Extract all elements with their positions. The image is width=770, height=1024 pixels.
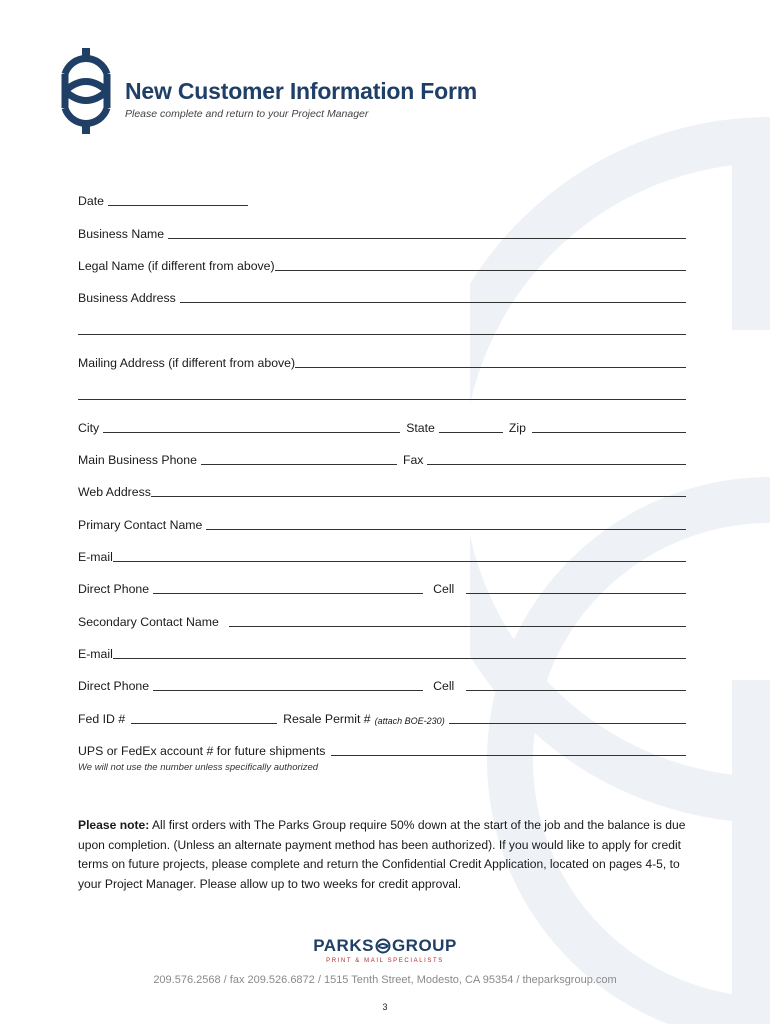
mailing-address-line2-field[interactable] [78, 399, 686, 400]
fax-label: Fax [402, 453, 424, 467]
secondary-cell-label: Cell [433, 679, 455, 693]
business-name-row [78, 225, 686, 241]
please-note-body: All first orders with The Parks Group require 50% down at the start of the job and the balance is due upon completion. (Unless an alternate payment method has been authorized). If you would like to apply for credit terms on future projects, please complete and return the Confidential Credit Application, located on pages 4-5, to your Project Manager. Please allow up to two weeks for credit approval. [78, 818, 686, 891]
resale-permit-field[interactable] [449, 723, 686, 724]
page-title: New Customer Information Form [125, 78, 478, 104]
brand-name-left: PARKS [313, 936, 374, 955]
primary-email-row [78, 548, 686, 564]
brand-name-right: GROUP [391, 936, 457, 955]
resale-permit-label: Resale Permit # [283, 712, 371, 726]
web-address-label: Web Address [78, 485, 151, 499]
mailing-address-line2-row [78, 386, 686, 402]
business-address-line2-field[interactable] [78, 334, 686, 335]
ups-fedex-field[interactable] [331, 755, 686, 756]
date-field[interactable] [108, 205, 248, 206]
main-phone-field[interactable] [201, 464, 397, 465]
city-field[interactable] [103, 432, 400, 433]
primary-contact-label: Primary Contact Name [78, 518, 203, 532]
page-number: 3 [382, 1002, 388, 1012]
web-address-field[interactable] [151, 496, 686, 497]
parks-group-logo-icon [55, 44, 117, 138]
primary-direct-phone-label: Direct Phone [78, 582, 150, 596]
legal-name-label: Legal Name (if different from above) [78, 259, 275, 273]
primary-email-label: E-mail [78, 550, 113, 564]
ups-fedex-note: We will not use the number unless specifically authorized [78, 762, 319, 773]
secondary-contact-row [78, 613, 686, 629]
primary-direct-phone-field[interactable] [153, 593, 423, 594]
secondary-email-field[interactable] [113, 658, 686, 659]
date-label: Date [78, 194, 104, 208]
zip-field[interactable] [532, 432, 686, 433]
secondary-direct-phone-label: Direct Phone [78, 679, 150, 693]
city-label: City [78, 421, 100, 435]
primary-contact-row [78, 516, 686, 532]
state-field[interactable] [439, 432, 503, 433]
main-phone-label: Main Business Phone [78, 453, 197, 467]
fed-id-field[interactable] [131, 723, 277, 724]
page-subtitle: Please complete and return to your Project Manager [125, 108, 369, 120]
primary-cell-field[interactable] [466, 593, 686, 594]
resale-permit-note: (attach BOE-230) [374, 716, 445, 726]
please-note-paragraph [78, 816, 698, 894]
phone-fax-row [78, 451, 686, 467]
secondary-email-label: E-mail [78, 647, 113, 661]
secondary-direct-phone-field[interactable] [153, 690, 423, 691]
business-address-label: Business Address [78, 291, 176, 305]
primary-contact-field[interactable] [206, 529, 686, 530]
fax-field[interactable] [427, 464, 686, 465]
legal-name-row [78, 257, 686, 273]
business-address-field[interactable] [180, 302, 686, 303]
zip-label: Zip [508, 421, 526, 435]
secondary-contact-field[interactable] [229, 626, 686, 627]
brand-tagline: PRINT & MAIL SPECIALISTS [326, 958, 444, 964]
brand-block [0, 936, 770, 964]
primary-phone-cell-row [78, 580, 686, 596]
business-name-label: Business Name [78, 227, 165, 241]
fed-id-label: Fed ID # [78, 712, 126, 726]
city-state-zip-row [78, 419, 686, 435]
brand-emblem-icon [375, 937, 391, 955]
primary-email-field[interactable] [113, 561, 686, 562]
brand-name [313, 936, 457, 956]
primary-cell-label: Cell [433, 582, 455, 596]
footer-contact: 209.576.2568 / fax 209.526.6872 / 1515 Tenth Street, Modesto, CA 95354 / theparksgroup.com [153, 974, 617, 986]
business-address-row [78, 289, 686, 305]
ups-fedex-row [78, 742, 686, 758]
web-address-row [78, 483, 686, 499]
business-address-line2-row [78, 321, 686, 337]
secondary-cell-field[interactable] [466, 690, 686, 691]
mailing-address-field[interactable] [295, 367, 686, 368]
fed-id-resale-row [78, 710, 686, 726]
secondary-contact-label: Secondary Contact Name [78, 615, 219, 629]
mailing-address-label: Mailing Address (if different from above) [78, 356, 296, 370]
legal-name-field[interactable] [275, 270, 686, 271]
secondary-email-row [78, 645, 686, 661]
mailing-address-row [78, 354, 686, 370]
ups-fedex-label: UPS or FedEx account # for future shipments [78, 744, 326, 758]
please-note-lead: Please note: [78, 818, 150, 832]
state-label: State [406, 421, 435, 435]
secondary-phone-cell-row [78, 677, 686, 693]
business-name-field[interactable] [168, 238, 686, 239]
date-row [78, 192, 686, 208]
